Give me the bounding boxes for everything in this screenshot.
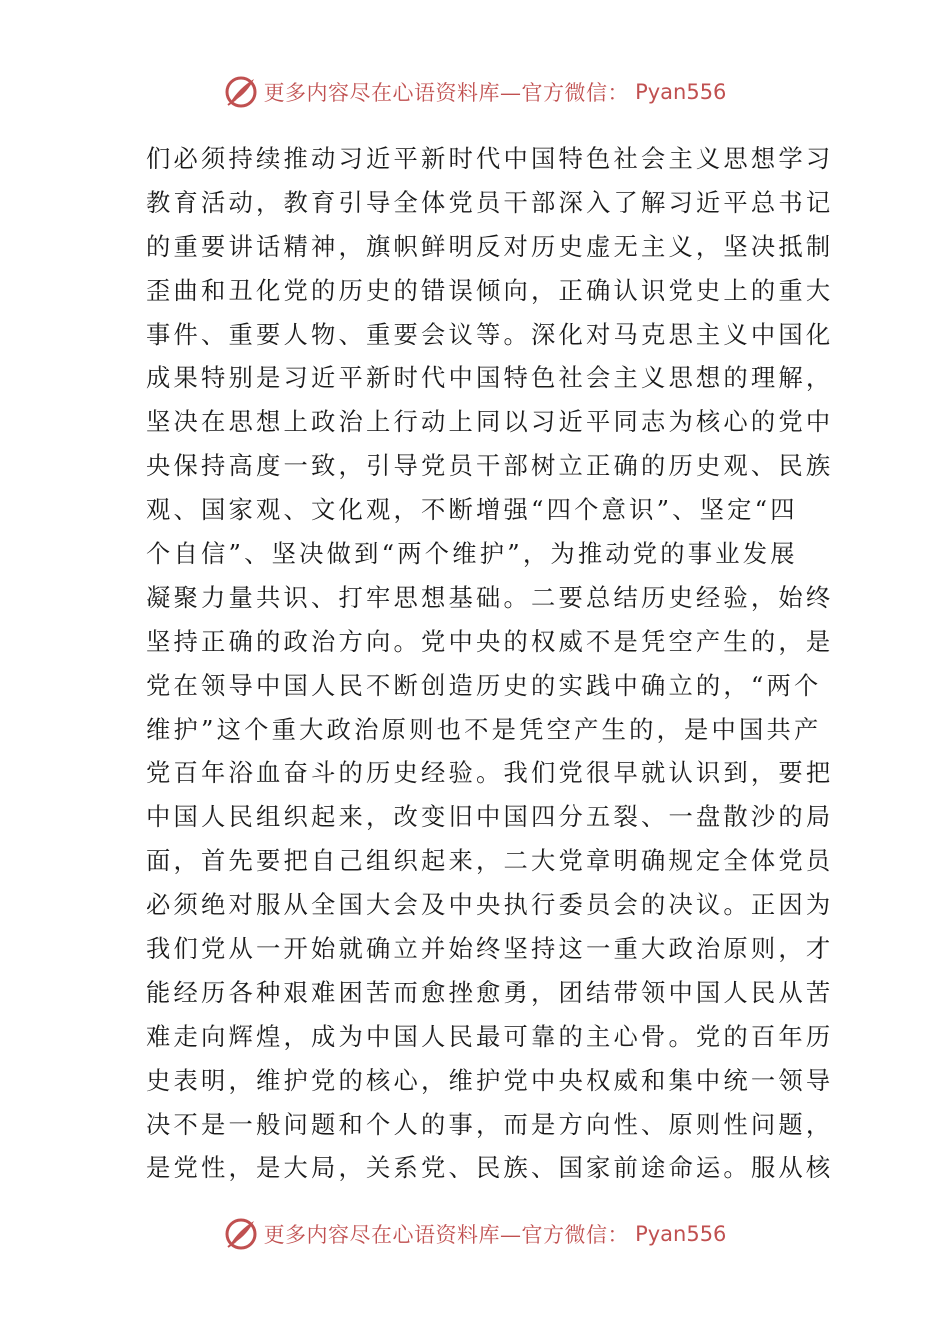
text-line: 坚决在思想上政治上行动上同以习近平同志为核心的党中 (146, 407, 834, 437)
text-line: 决不是一般问题和个人的事，而是方向性、原则性问题， (146, 1109, 834, 1139)
text-line: 中国人民组织起来，改变旧中国四分五裂、一盘散沙的局 (146, 802, 834, 832)
text-line: 能经历各种艰难困苦而愈挫愈勇，团结带领中国人民从苦 (146, 977, 834, 1007)
text-line: 教育活动，教育引导全体党员干部深入了解习近平总书记 (146, 187, 834, 217)
text-line: 观、国家观、文化观，不断增强“四个意识”、坚定“四 (146, 495, 798, 525)
text-line: 们必须持续推动习近平新时代中国特色社会主义思想学习 (146, 144, 834, 173)
text-line: 事件、重要人物、重要会议等。深化对马克思主义中国化 (146, 319, 834, 349)
text-line: 歪曲和丑化党的历史的错误倾向，正确认识党史上的重大 (146, 275, 834, 305)
body-text (146, 137, 834, 1190)
text-line: 维护”这个重大政治原则也不是凭空产生的，是中国共产 (146, 714, 822, 744)
footer-banner (0, 1212, 950, 1256)
text-line: 面，首先要把自己组织起来，二大党章明确规定全体党员 (146, 846, 834, 876)
text-line: 成果特别是习近平新时代中国特色社会主义思想的理解， (146, 363, 834, 393)
text-line: 党百年浴血奋斗的历史经验。我们党很早就认识到，要把 (146, 758, 834, 788)
text-line: 是党性，是大局，关系党、民族、国家前途命运。服从核 (146, 1153, 834, 1183)
text-line: 个自信”、坚决做到“两个维护”，为推动党的事业发展 (146, 539, 798, 569)
header-banner (0, 70, 950, 114)
quill-logo-icon (224, 1217, 258, 1251)
footer-banner-text: 更多内容尽在心语资料库—官方微信： (263, 1223, 630, 1247)
text-line: 的重要讲话精神，旗帜鲜明反对历史虚无主义，坚决抵制 (146, 231, 834, 261)
text-line: 我们党从一开始就确立并始终坚持这一重大政治原则，才 (146, 934, 834, 964)
footer-wechat-id: Pyan556 (635, 1222, 727, 1246)
header-wechat-id: Pyan556 (635, 80, 727, 104)
text-line: 党在领导中国人民不断创造历史的实践中确立的，“两个 (146, 670, 822, 700)
header-banner-text: 更多内容尽在心语资料库—官方微信： (263, 81, 630, 105)
text-line: 坚持正确的政治方向。党中央的权威不是凭空产生的，是 (146, 626, 834, 656)
text-line: 必须绝对服从全国大会及中央执行委员会的决议。正因为 (146, 890, 834, 920)
text-line: 难走向辉煌，成为中国人民最可靠的主心骨。党的百年历 (146, 1021, 834, 1051)
text-line: 史表明，维护党的核心，维护党中央权威和集中统一领导 (146, 1065, 834, 1095)
text-line: 凝聚力量共识、打牢思想基础。二要总结历史经验，始终 (146, 582, 834, 612)
text-line: 央保持高度一致，引导党员干部树立正确的历史观、民族 (146, 451, 834, 481)
quill-logo-icon (224, 75, 258, 109)
